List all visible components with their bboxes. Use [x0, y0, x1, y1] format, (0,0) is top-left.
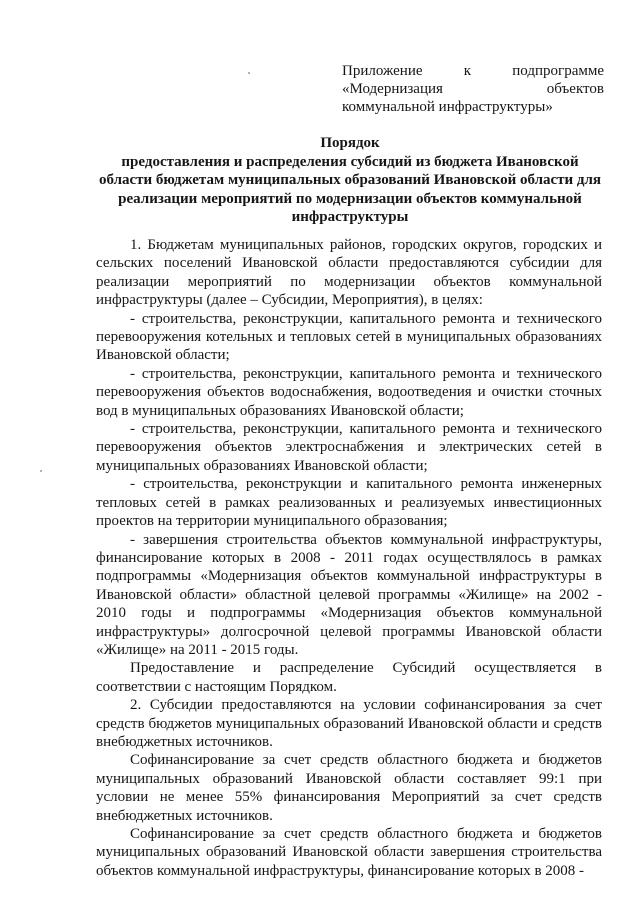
paragraph-9: Софинансирование за счет средств областного бюджета и бюджетов муниципальных образований Ивановской области составляет 99:1 при условии не менее 55% финансирования Мероприятий за счет средств внебюджетных источников. [96, 752, 602, 824]
paragraph-10: Софинансирование за счет средств областного бюджета и бюджетов муниципальных образований Ивановской области завершения строительства объектов коммунальной инфраструктуры, финансирование которых в 2008 - [96, 826, 602, 879]
appendix-line-2 [342, 80, 604, 98]
paragraph-5: - строительства, реконструкции и капитального ремонта инженерных тепловых сетей в рамках реализованных и реализуемых инвестиционных проектов на территории муниципального образования; [96, 476, 602, 530]
appendix-word-prilozhenie: Приложение [342, 63, 423, 79]
appendix-word-obektov: объектов [546, 81, 604, 97]
scan-speck [248, 72, 250, 74]
paragraph-1: 1. Бюджетам муниципальных районов, городских округов, городских и сельских поселений Ивановской области предоставляются субсидии для реализации мероприятий по модернизации объектов коммунальной инфраструктуры (далее – Субсидии, Мероприятия), в целях: [96, 237, 602, 309]
appendix-word-modernizatsiya: «Модернизация [342, 81, 443, 97]
appendix-word-k: к [463, 63, 472, 79]
appendix-word-podprogramme: подпрограмме [512, 63, 604, 79]
paragraph-3: - строительства, реконструкции, капитального ремонта и технического перевооружения объектов водоснабжения, водоотведения и очистки сточных вод в муниципальных образованиях Ивановской области; [96, 365, 602, 419]
title-subtitle: предоставления и распределения субсидий из бюджета Ивановской области бюджетам муниципальных образований Ивановской области для реализации мероприятий по модернизации объектов коммунальной инфраструктуры [98, 153, 602, 225]
paragraph-7: Предоставление и распределение Субсидий осуществляется в соответствии с настоящим Порядком. [96, 660, 602, 695]
appendix-line-1 [342, 62, 604, 80]
appendix-reference [342, 62, 604, 116]
scan-speck [40, 470, 42, 472]
document-body [96, 236, 602, 880]
paragraph-8: 2. Субсидии предоставляются на условии софинансирования за счет средств бюджетов муниципальных образований Ивановской области и средств внебюджетных источников. [96, 697, 602, 750]
title-heading: Порядок [320, 135, 380, 151]
appendix-line-3: коммунальной инфраструктуры» [342, 99, 553, 115]
document-title [96, 134, 604, 227]
paragraph-2: - строительства, реконструкции, капитального ремонта и технического перевооружения котельных и тепловых сетей в муниципальных образованиях Ивановской области; [96, 310, 602, 364]
paragraph-4: - строительства, реконструкции, капитального ремонта и технического перевооружения объектов электроснабжения и электрических сетей в муниципальных образованиях Ивановской области; [96, 421, 602, 474]
paragraph-6: - завершения строительства объектов коммунальной инфраструктуры, финансирование которых в 2008 - 2011 годах осуществлялось в рамках подпрограммы «Модернизация объектов коммунальной инфраструктуры в Ивановской области» областной целевой программы «Жилище» на 2002 - 2010 годы и подпрограммы «Модернизация объектов коммунальной инфраструктуры» долгосрочной целевой программы Ивановской области «Жилище» на 2011 - 2015 годы. [96, 531, 602, 658]
